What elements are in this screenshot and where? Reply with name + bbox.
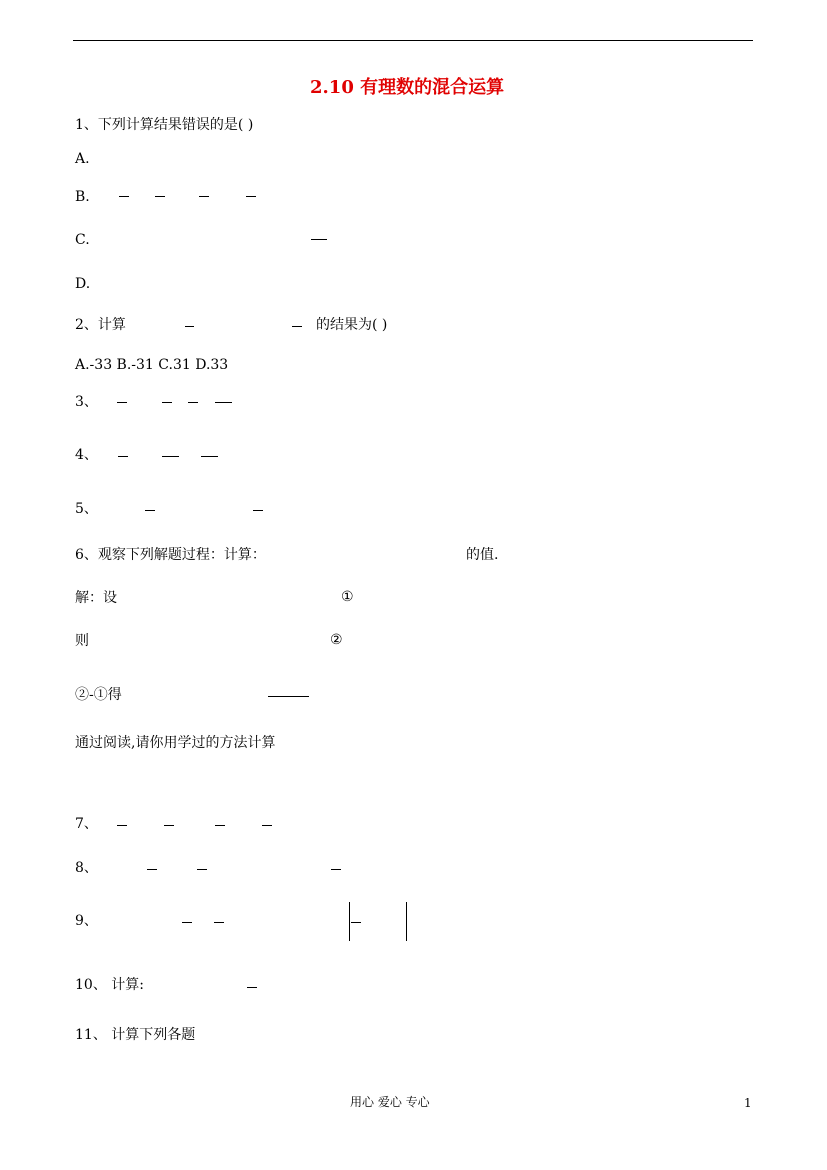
fraction-bar bbox=[331, 869, 341, 870]
q1-option-a: A. bbox=[75, 151, 90, 167]
question-4: 4、 bbox=[75, 447, 98, 463]
fraction-bar bbox=[262, 825, 272, 826]
fraction-bar bbox=[197, 869, 207, 870]
question-2-prefix: 2、计算 bbox=[75, 317, 126, 333]
page-number: 1 bbox=[744, 1096, 752, 1110]
fraction-bar bbox=[118, 456, 128, 457]
question-11: 11、 计算下列各题 bbox=[75, 1027, 196, 1043]
q1-option-d: D. bbox=[75, 276, 91, 292]
q1-option-b: B. bbox=[75, 189, 90, 205]
fraction-bar bbox=[201, 456, 218, 457]
q6-equation-mark-2: ② bbox=[330, 632, 343, 648]
fraction-bar bbox=[292, 326, 302, 327]
fraction-bar bbox=[182, 922, 192, 923]
fraction-bar bbox=[215, 402, 232, 403]
q6-step: ②-①得 bbox=[75, 687, 122, 703]
absolute-value-bar-right bbox=[406, 902, 407, 941]
footer-motto: 用心 爱心 专心 bbox=[350, 1095, 430, 1109]
fraction-bar bbox=[119, 196, 129, 197]
fraction-bar bbox=[185, 326, 194, 327]
question-8: 8、 bbox=[75, 860, 98, 876]
fraction-bar bbox=[253, 510, 263, 511]
question-3: 3、 bbox=[75, 394, 98, 410]
q6-equation-mark-1: ① bbox=[341, 589, 354, 605]
fraction-bar bbox=[188, 402, 198, 403]
absolute-value-bar-left bbox=[349, 902, 350, 941]
question-7: 7、 bbox=[75, 816, 98, 832]
question-9: 9、 bbox=[75, 913, 98, 929]
fraction-bar bbox=[162, 456, 179, 457]
fraction-bar bbox=[247, 987, 257, 988]
q1-option-c: C. bbox=[75, 232, 90, 248]
fraction-bar bbox=[117, 825, 127, 826]
fraction-bar bbox=[155, 196, 165, 197]
question-10: 10、 计算: bbox=[75, 977, 144, 993]
fraction-bar bbox=[214, 922, 224, 923]
question-5: 5、 bbox=[75, 501, 98, 517]
fraction-bar bbox=[268, 696, 309, 697]
fraction-bar bbox=[351, 922, 361, 923]
fraction-bar bbox=[147, 869, 157, 870]
fraction-bar bbox=[311, 239, 327, 240]
q6-instruction: 通过阅读,请你用学过的方法计算 bbox=[75, 735, 276, 751]
fraction-bar bbox=[145, 510, 155, 511]
q6-then: 则 bbox=[75, 633, 89, 649]
fraction-bar bbox=[117, 402, 127, 403]
header-rule bbox=[73, 40, 753, 41]
question-2-suffix: 的结果为( ) bbox=[316, 317, 388, 333]
fraction-bar bbox=[246, 196, 256, 197]
question-6-suffix: 的值. bbox=[466, 547, 499, 563]
fraction-bar bbox=[162, 402, 172, 403]
fraction-bar bbox=[199, 196, 209, 197]
q2-options: A.-33 B.-31 C.31 D.33 bbox=[75, 357, 229, 373]
question-1: 1、下列计算结果错误的是( ) bbox=[75, 117, 254, 133]
question-6-prefix: 6、观察下列解题过程：计算： bbox=[75, 547, 266, 563]
fraction-bar bbox=[164, 825, 174, 826]
fraction-bar bbox=[215, 825, 225, 826]
q6-solution-label: 解：设 bbox=[75, 590, 117, 606]
page-title: 2.10 有理数的混合运算 bbox=[310, 77, 505, 98]
